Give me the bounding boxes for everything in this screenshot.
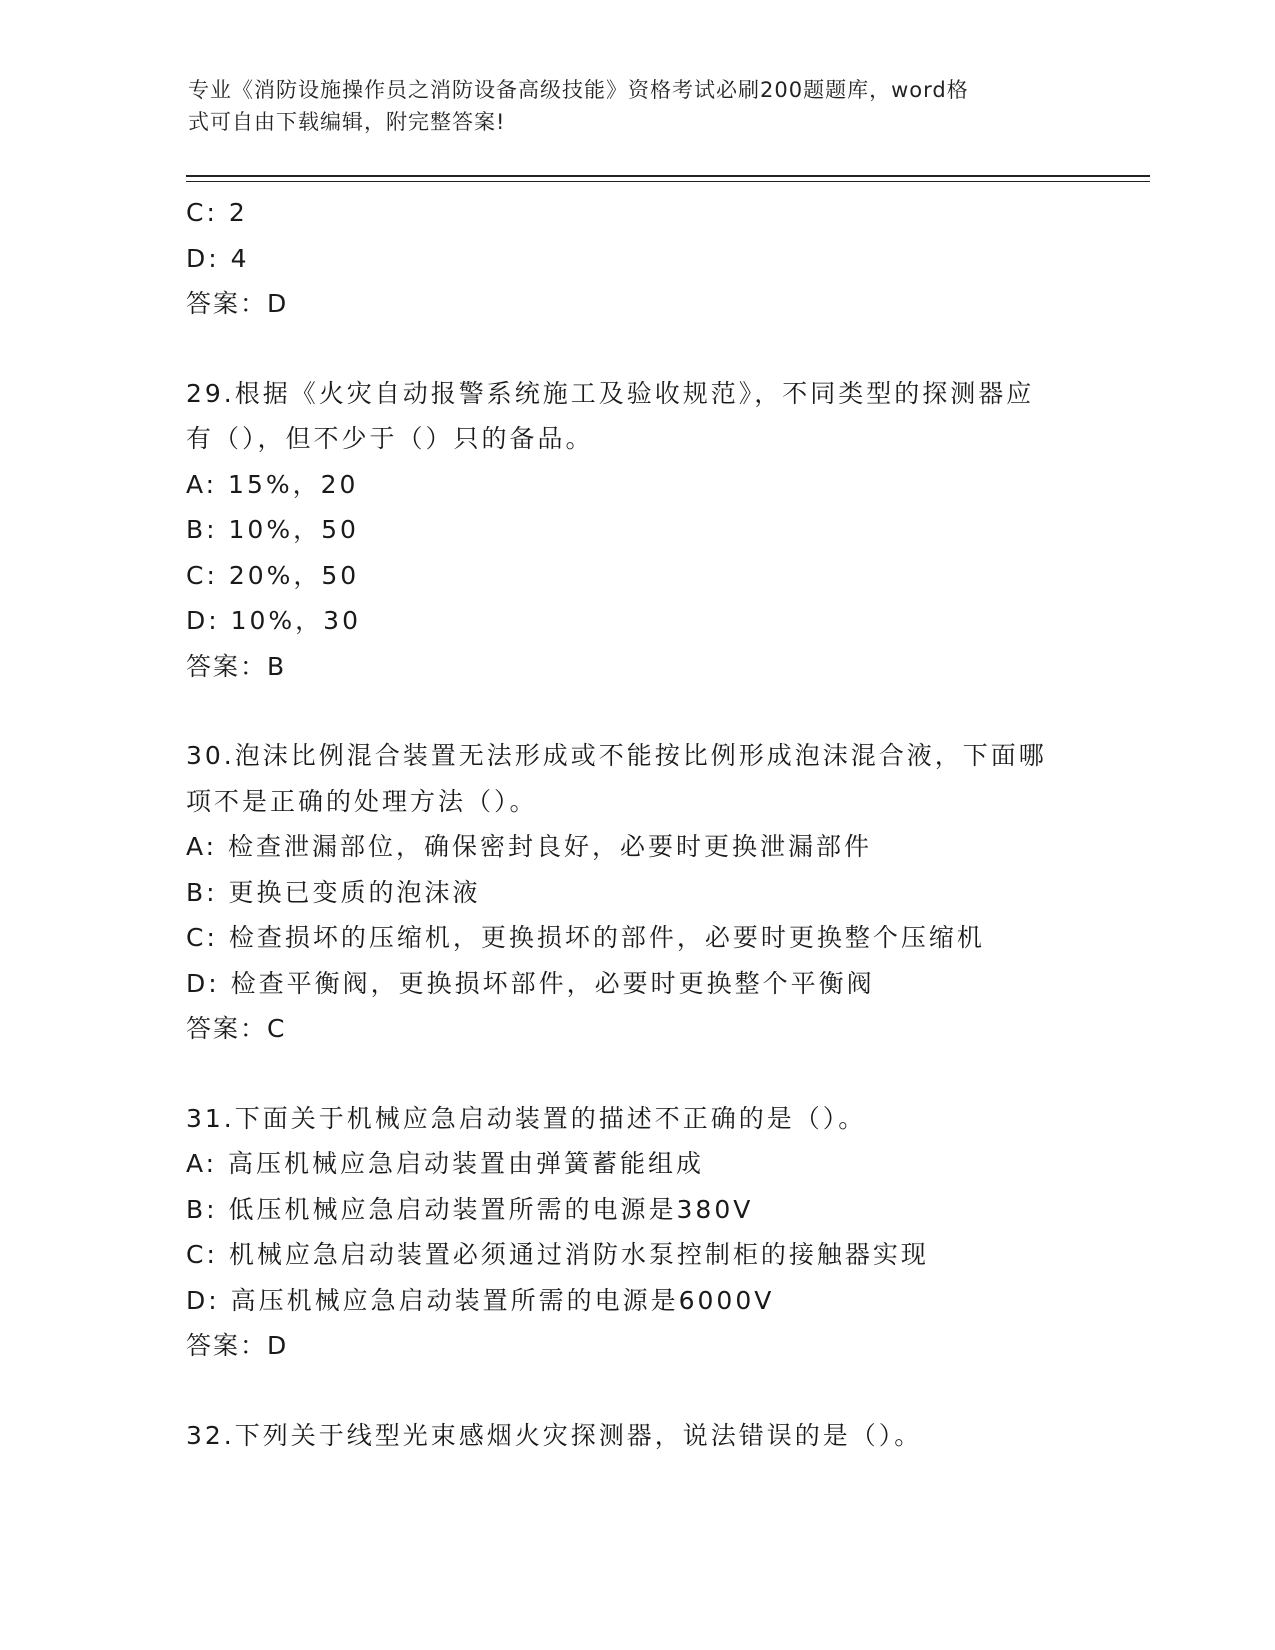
question-stem-line: 有（），但不少于（）只的备品。 xyxy=(186,424,594,453)
header-line-2: 式可自由下载编辑，附完整答案! xyxy=(188,110,506,134)
question-stem-line: 32.下列关于线型光束感烟火灾探测器，说法错误的是（）。 xyxy=(186,1420,923,1450)
option-a: A: 15%，20 xyxy=(186,469,359,499)
question-32 xyxy=(186,1413,1086,1459)
question-stem-line: 29.根据《火灾自动报警系统施工及验收规范》，不同类型的探测器应 xyxy=(186,378,1035,408)
answer-line: 答案：B xyxy=(186,651,287,681)
header-rule-thick xyxy=(186,175,1150,177)
answer-line: 答案：C xyxy=(186,1014,287,1043)
answer-line: 答案：D xyxy=(186,1331,289,1360)
question-stem-line: 项不是正确的处理方法（）。 xyxy=(186,786,538,816)
option-c: C: 机械应急启动装置必须通过消防水泵控制柜的接触器实现 xyxy=(186,1240,929,1269)
question-29 xyxy=(186,371,1086,690)
question-30 xyxy=(186,733,1086,1052)
question-stem-line: 30.泡沫比例混合装置无法形成或不能按比例形成泡沫混合液，下面哪 xyxy=(186,741,1047,770)
answer-line: 答案：D xyxy=(186,289,289,318)
header-rule-thin xyxy=(186,181,1150,182)
option-d: D: 高压机械应急启动装置所需的电源是6000V xyxy=(186,1285,775,1315)
option-a: A: 高压机械应急启动装置由弹簧蓄能组成 xyxy=(186,1149,705,1178)
option-b: B: 低压机械应急启动装置所需的电源是380V xyxy=(186,1194,754,1224)
question-list xyxy=(186,190,1086,1458)
option-d: D: 4 xyxy=(186,243,250,273)
option-d: D: 10%，30 xyxy=(186,606,361,635)
option-c: C: 2 xyxy=(186,198,248,227)
question-31 xyxy=(186,1096,1086,1369)
question-gap xyxy=(186,689,1086,733)
question-stem-line: 31.下面关于机械应急启动装置的描述不正确的是（）。 xyxy=(186,1103,867,1133)
header-line-1: 专业《消防设施操作员之消防设备高级技能》资格考试必刷200题题库，word格 xyxy=(188,78,969,102)
option-d: D: 检查平衡阀，更换损坏部件，必要时更换整个平衡阀 xyxy=(186,968,875,998)
option-c: C: 20%，50 xyxy=(186,560,360,590)
option-b: B: 更换已变质的泡沫液 xyxy=(186,877,481,907)
question-gap xyxy=(186,327,1086,371)
question-gap xyxy=(186,1052,1086,1096)
question-28-continued xyxy=(186,190,1086,327)
option-a: A: 检查泄漏部位，确保密封良好，必要时更换泄漏部件 xyxy=(186,832,873,861)
option-b: B: 10%，50 xyxy=(186,515,359,544)
option-c: C: 检查损坏的压缩机，更换损坏的部件，必要时更换整个压缩机 xyxy=(186,923,985,952)
question-gap xyxy=(186,1369,1086,1413)
document-header xyxy=(188,74,1068,138)
